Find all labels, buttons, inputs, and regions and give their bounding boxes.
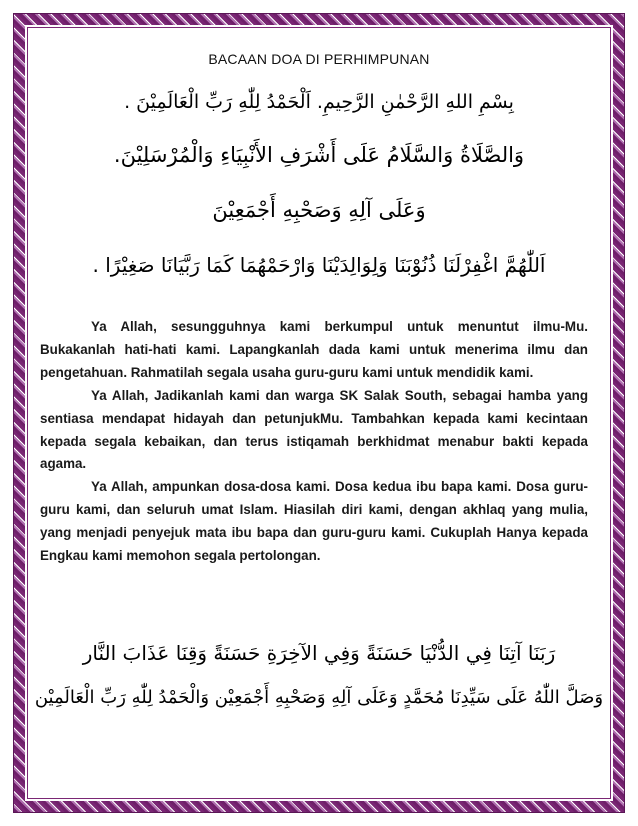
closing-arabic-line-2: وَصَلَّ اللّٰهُ عَلَى سَيِّدِنَا مُحَمَّدٍ وَعَلَى آلِهِ وَصَحْبِهِ أَجْمَعِيْن وَالْحَمْدُ لِلّٰهِ رَبِّ الْعَالَمِيْن [34,687,604,708]
arabic-line-2: وَالصَّلَاةُ وَالسَّلَامُ عَلَى أَشْرَفِ الأَنْبِيَاءِ وَالْمُرْسَلِيْنَ. [113,143,525,167]
arabic-line-1: بِسْمِ اللهِ الرَّحْمٰنِ الرَّحِيمِ. اَلْحَمْدُ لِلّٰهِ رَبِّ الْعَالَمِيْنَ . [124,91,514,113]
paragraph-1: Ya Allah, sesungguhnya kami berkumpul untuk menuntut ilmu-Mu. Bukakanlah hati-hati kami. Lapangkanlah dada kami untuk menerima ilmu dan pengetahuan. Rahmatilah segala usaha guru-guru kami untuk mendidik kami. [40,319,588,380]
arabic-line-4: اَللّٰهُمَّ اغْفِرْلَنَا ذُنُوْبَنَا وَلِوَالِدَيْنَا وَارْحَمْهُمَا كَمَا رَبَّيَانَا صَغِيْرًا . [92,253,546,277]
closing-arabic-line-1: رَبَنَا آتِنَا فِي الدُّنْيَا حَسَنَةً وَفِي الآخِرَةِ حَسَنَةً وَقِنَا عَذَابَ النَّار [82,641,556,665]
document-title: BACAAN DOA DI PERHIMPUNAN [208,51,430,67]
prayer-text-body [40,316,588,568]
arabic-line-3: وَعَلَى آلِهِ وَصَحْبِهِ أَجْمَعِيْنَ [212,198,426,222]
paragraph-2: Ya Allah, Jadikanlah kami dan warga SK Salak South, sebagai hamba yang sentiasa mendapat hidayah dan petunjukMu. Tambahkan kepada kami kecintaan kepada segala kebaikan, dan terus istiqamah berkhidmat menabur bakti kepada agama. [40,387,588,472]
paragraph-3: Ya Allah, ampunkan dosa-dosa kami. Dosa kedua ibu bapa kami. Dosa guru-guru kami, dan seluruh umat Islam. Hiasilah diri kami, dengan akhlaq yang mulia, yang menjadi penyejuk mata ibu bapa dan guru-guru kami. Cukuplah Hanya kepada Engkau kami memohon segala pertolongan. [40,479,588,564]
